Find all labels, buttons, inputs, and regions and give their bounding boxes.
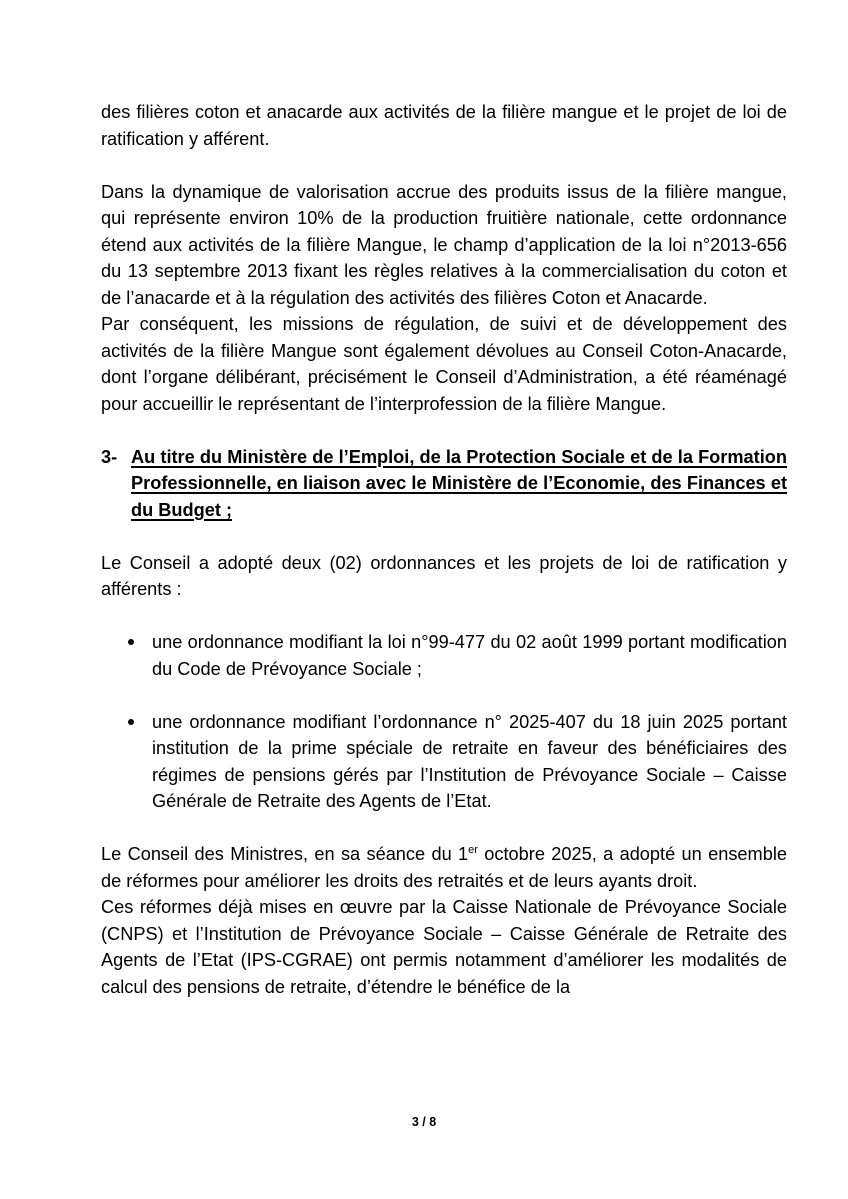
section-number: 3- [101,446,118,467]
spacer [101,417,787,444]
paragraph-mangue-regulation: Par conséquent, les missions de régulation, de suivi et de développement des activités de la filière Mangue sont également dévolues au Conseil Coton-Anacarde, dont l’organe délibérant, précisément le Conseil d’Administration, a été réaménagé pour accueillir le représentant de l’interprofession de la filière Mangue. [101,314,787,414]
section-title: Au titre du Ministère de l’Emploi, de la Protection Sociale et de la Formation Professionnelle, en liaison avec le Ministère de l’Economie, des Finances et du Budget ; [131,446,787,520]
section-heading-3 [101,444,787,524]
bullet-icon [128,639,134,645]
list-item [101,629,787,682]
seance-text-end: octobre 2025, a adopté un ensemble de réformes pour améliorer les droits des retraités et de leurs ayants droit. [101,844,787,891]
spacer [101,603,787,630]
paragraph-seance [101,841,787,894]
list-item [101,709,787,815]
list-item-text: une ordonnance modifiant l’ordonnance n° 2025-407 du 18 juin 2025 portant institution de la prime spéciale de retraite en faveur des bénéficiaires des régimes de pensions gérés par l’Institution de Prévoyance Sociale – Caisse Générale de Retraite des Agents de l’Etat. [152,711,787,811]
ordonnance-list [101,629,787,815]
paragraph-continuation: des filières coton et anacarde aux activités de la filière mangue et le projet de loi de ratification y afférent. [101,102,787,149]
spacer [101,682,787,709]
paragraph-mangue-scope: Dans la dynamique de valorisation accrue des produits issus de la filière mangue, qui représente environ 10% de la production fruitière nationale, cette ordonnance étend aux activités de la filière Mangue, le champ d’application de la loi n°2013-656 du 13 septembre 2013 fixant les règles relatives à la commercialisation du coton et de l’anacarde et à la régulation des activités des filières Coton et Anacarde. [101,181,787,308]
spacer [101,152,787,179]
paragraph-ordonnances-adoptees: Le Conseil a adopté deux (02) ordonnances et les projets de loi de ratification y afférents : [101,552,787,599]
bullet-icon [128,719,134,725]
page-body [101,99,787,1000]
paragraph-reformes: Ces réformes déjà mises en œuvre par la Caisse Nationale de Prévoyance Sociale (CNPS) et l’Institution de Prévoyance Sociale – Caisse Générale de Retraite des Agents de l’Etat (IPS-CGRAE) ont permis notamment d’améliorer les modalités de calcul des pensions de retraite, d’étendre le bénéfice de la [101,897,787,997]
list-item-text: une ordonnance modifiant la loi n°99-477 du 02 août 1999 portant modification du Code de Prévoyance Sociale ; [152,632,787,679]
ordinal-superscript: er [468,844,478,856]
seance-text-start: Le Conseil des Ministres, en sa séance du 1 [101,844,469,864]
spacer [101,523,787,550]
spacer [101,815,787,842]
page-number: 3 / 8 [411,1115,437,1129]
